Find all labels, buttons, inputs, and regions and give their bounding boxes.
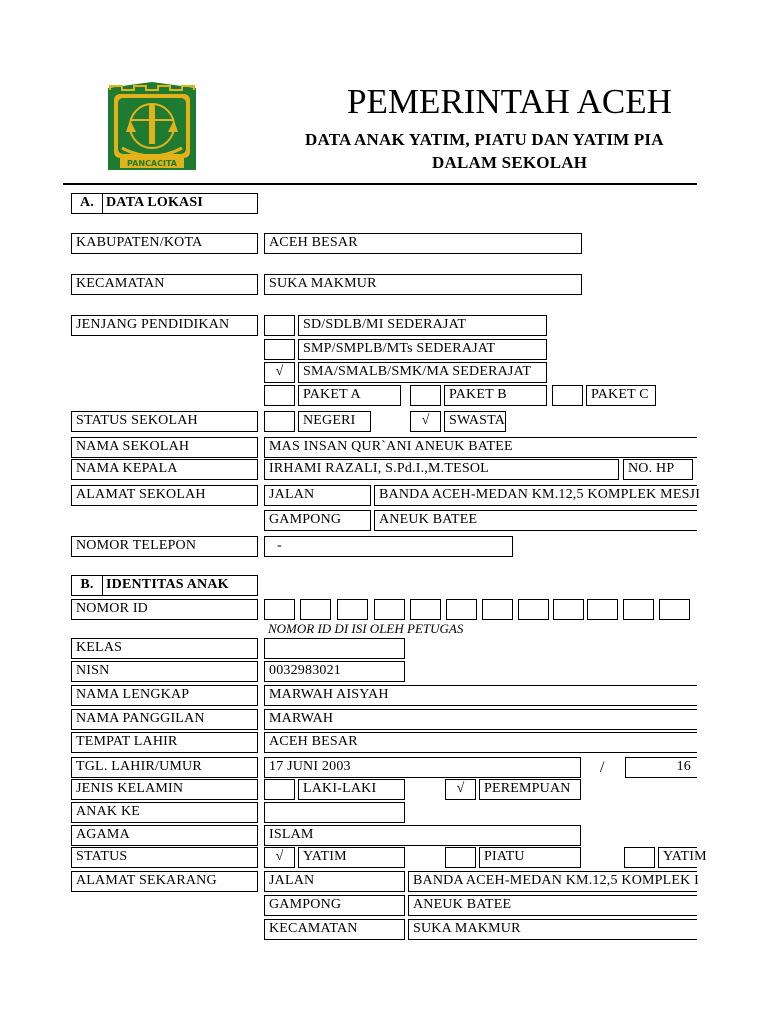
- jenjang-smp-checkbox[interactable]: [264, 339, 295, 360]
- no-hp-label: NO. HP: [623, 459, 693, 480]
- status-sekolah-label: STATUS SEKOLAH: [71, 411, 258, 432]
- tgl-lahir-field[interactable]: 17 JUNI 2003: [264, 757, 581, 778]
- nama-kepala-field[interactable]: IRHAMI RAZALI, S.Pd.I.,M.TESOL: [264, 459, 619, 480]
- status-anak-label: STATUS: [71, 847, 258, 868]
- anak-ke-field[interactable]: [264, 802, 405, 823]
- aceh-emblem-logo: [100, 78, 204, 176]
- jenis-kelamin-label: JENIS KELAMIN: [71, 779, 258, 800]
- anak-ke-label: ANAK KE: [71, 802, 258, 823]
- nomor-telepon-label: NOMOR TELEPON: [71, 536, 258, 557]
- status-negeri-label: NEGERI: [298, 411, 371, 432]
- alamat-sekolah-jalan-field[interactable]: BANDA ACEH-MEDAN KM.12,5 KOMPLEK MESJI: [374, 485, 697, 506]
- nomor-id-digit-box[interactable]: [374, 599, 405, 620]
- perempuan-checkbox[interactable]: √: [445, 779, 476, 800]
- jenjang-sd-label: SD/SDLB/MI SEDERAJAT: [298, 315, 547, 336]
- status-piatu-label: PIATU: [479, 847, 581, 868]
- paket-b-checkbox[interactable]: [410, 385, 441, 406]
- section-b-number: B.: [72, 576, 103, 595]
- nama-lengkap-label: NAMA LENGKAP: [71, 685, 258, 706]
- nomor-id-label: NOMOR ID: [71, 599, 258, 620]
- alamat-jalan-field[interactable]: BANDA ACEH-MEDAN KM.12,5 KOMPLEK I: [408, 871, 697, 892]
- jenjang-label: JENJANG PENDIDIKAN: [71, 315, 258, 336]
- header-divider: [63, 183, 697, 185]
- status-yatim-label: YATIM: [298, 847, 405, 868]
- nomor-id-digit-box[interactable]: [264, 599, 295, 620]
- paket-a-label: PAKET A: [298, 385, 401, 406]
- alamat-sekarang-label: ALAMAT SEKARANG: [71, 871, 258, 892]
- nama-panggilan-field[interactable]: MARWAH: [264, 709, 697, 730]
- alamat-jalan-label: JALAN: [264, 871, 405, 892]
- nomor-id-digit-box[interactable]: [410, 599, 441, 620]
- kecamatan-field[interactable]: SUKA MAKMUR: [264, 274, 582, 295]
- svg-text:PANCACITA: PANCACITA: [127, 159, 177, 168]
- jenjang-sma-label: SMA/SMALB/SMK/MA SEDERAJAT: [298, 362, 547, 383]
- nama-sekolah-label: NAMA SEKOLAH: [71, 437, 258, 458]
- kelas-field[interactable]: [264, 638, 405, 659]
- agama-label: AGAMA: [71, 825, 258, 846]
- kabupaten-label: KABUPATEN/KOTA: [71, 233, 258, 254]
- nomor-id-digit-box[interactable]: [482, 599, 513, 620]
- perempuan-label: PEREMPUAN: [479, 779, 581, 800]
- status-yatim-checkbox[interactable]: √: [264, 847, 295, 868]
- tempat-lahir-field[interactable]: ACEH BESAR: [264, 732, 697, 753]
- alamat-sekolah-gampong-field[interactable]: ANEUK BATEE: [374, 510, 697, 531]
- section-a-number: A.: [72, 194, 103, 213]
- jenjang-sma-checkbox[interactable]: √: [264, 362, 295, 383]
- alamat-kecamatan-field[interactable]: SUKA MAKMUR: [408, 919, 697, 940]
- alamat-kecamatan-label: KECAMATAN: [264, 919, 405, 940]
- umur-field[interactable]: 16: [625, 757, 697, 778]
- nama-lengkap-field[interactable]: MARWAH AISYAH: [264, 685, 697, 706]
- laki-laki-checkbox[interactable]: [264, 779, 295, 800]
- agama-field[interactable]: ISLAM: [264, 825, 581, 846]
- nomor-id-digit-box[interactable]: [553, 599, 584, 620]
- nomor-id-digit-boxes: [264, 599, 694, 620]
- date-age-separator: /: [600, 759, 605, 776]
- kelas-label: KELAS: [71, 638, 258, 659]
- status-negeri-checkbox[interactable]: [264, 411, 295, 432]
- nomor-id-digit-box[interactable]: [300, 599, 331, 620]
- nomor-id-digit-box[interactable]: [518, 599, 549, 620]
- nomor-telepon-field[interactable]: -: [264, 536, 513, 557]
- alamat-gampong-label: GAMPONG: [264, 895, 405, 916]
- laki-laki-label: LAKI-LAKI: [298, 779, 405, 800]
- nomor-id-digit-box[interactable]: [659, 599, 690, 620]
- status-swasta-label: SWASTA: [444, 411, 506, 432]
- nama-sekolah-field[interactable]: MAS INSAN QUR`ANI ANEUK BATEE: [264, 437, 697, 458]
- jenjang-sd-checkbox[interactable]: [264, 315, 295, 336]
- nama-panggilan-label: NAMA PANGGILAN: [71, 709, 258, 730]
- nisn-field[interactable]: 0032983021: [264, 661, 405, 682]
- section-a-title: DATA LOKASI: [106, 195, 203, 210]
- status-swasta-checkbox[interactable]: √: [410, 411, 441, 432]
- tgl-lahir-label: TGL. LAHIR/UMUR: [71, 757, 258, 778]
- section-a-header: [71, 193, 258, 214]
- section-b-header: [71, 575, 258, 596]
- status-yatim-piatu-label: YATIM: [658, 847, 697, 868]
- alamat-sekolah-gampong-label: GAMPONG: [264, 510, 371, 531]
- kecamatan-label: KECAMATAN: [71, 274, 258, 295]
- nomor-id-note: NOMOR ID DI ISI OLEH PETUGAS: [268, 621, 464, 636]
- alamat-gampong-field[interactable]: ANEUK BATEE: [408, 895, 697, 916]
- section-b-title: IDENTITAS ANAK: [106, 577, 229, 592]
- form-subtitle-line1: DATA ANAK YATIM, PIATU DAN YATIM PIA: [305, 130, 664, 149]
- tempat-lahir-label: TEMPAT LAHIR: [71, 732, 258, 753]
- nomor-id-digit-box[interactable]: [623, 599, 654, 620]
- alamat-sekolah-jalan-label: JALAN: [264, 485, 371, 506]
- nisn-label: NISN: [71, 661, 258, 682]
- jenjang-smp-label: SMP/SMPLB/MTs SEDERAJAT: [298, 339, 547, 360]
- form-subtitle-line2: DALAM SEKOLAH: [432, 153, 588, 172]
- nomor-id-digit-box[interactable]: [587, 599, 618, 620]
- nomor-id-digit-box[interactable]: [337, 599, 368, 620]
- nama-kepala-label: NAMA KEPALA: [71, 459, 258, 480]
- paket-a-checkbox[interactable]: [264, 385, 295, 406]
- paket-c-checkbox[interactable]: [552, 385, 583, 406]
- paket-c-label: PAKET C: [586, 385, 656, 406]
- status-yatim-piatu-checkbox[interactable]: [624, 847, 655, 868]
- paket-b-label: PAKET B: [444, 385, 547, 406]
- page-title: PEMERINTAH ACEH: [347, 82, 672, 121]
- status-piatu-checkbox[interactable]: [445, 847, 476, 868]
- kabupaten-field[interactable]: ACEH BESAR: [264, 233, 582, 254]
- alamat-sekolah-label: ALAMAT SEKOLAH: [71, 485, 258, 506]
- nomor-id-digit-box[interactable]: [446, 599, 477, 620]
